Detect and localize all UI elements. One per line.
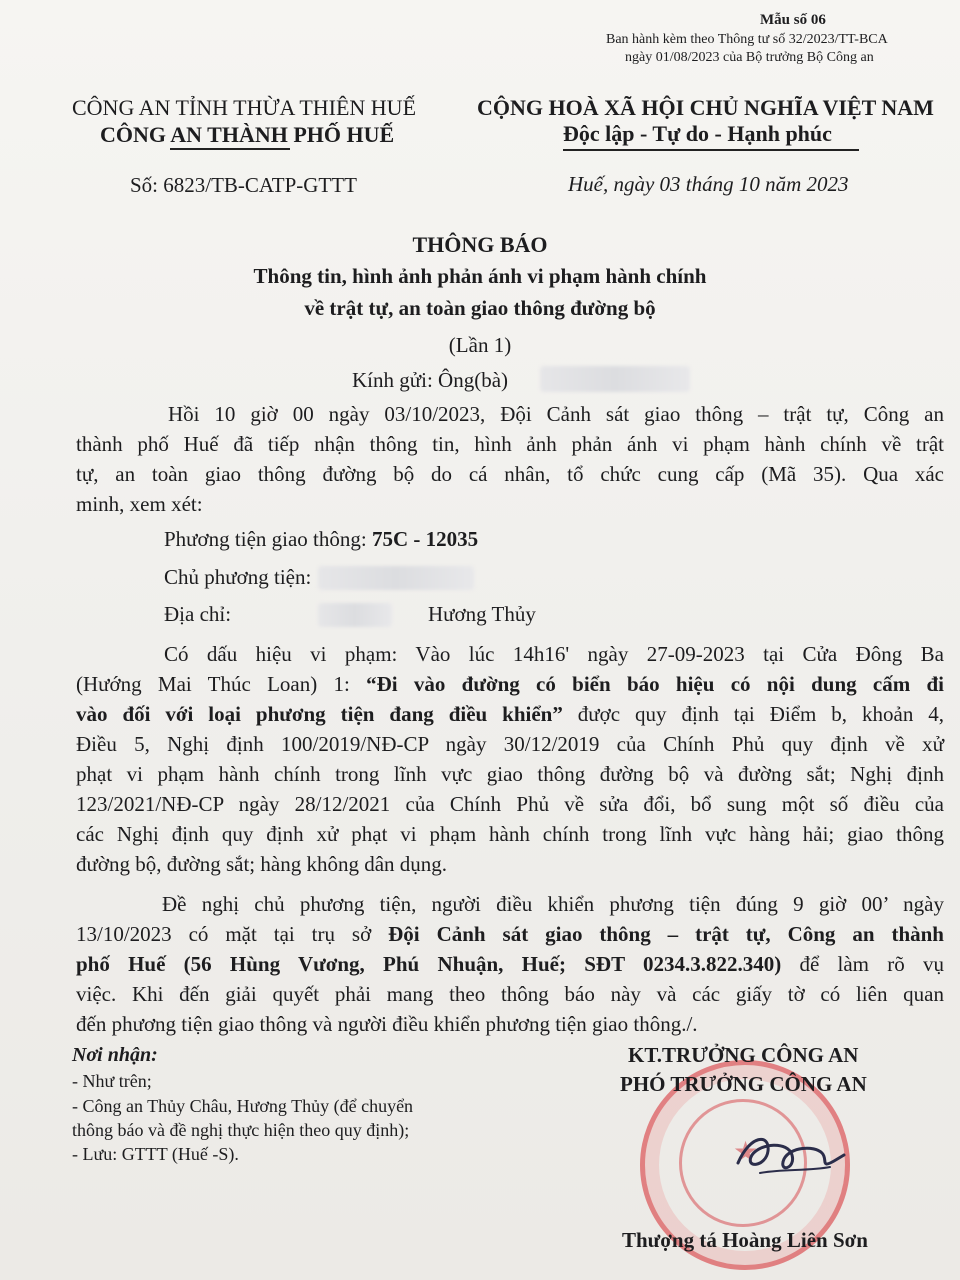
notice-round: (Lần 1) (448, 333, 512, 357)
violation-line-2 (76, 672, 944, 697)
violation-line-6: 123/2021/NĐ-CP ngày 28/12/2021 của Chính Phủ về sửa đổi, bổ sung một số điều của (76, 792, 944, 816)
violation-line-4: Điều 5, Nghị định 100/2019/NĐ-CP ngày 30/12/2019 của Chính Phủ quy định về xử (76, 732, 944, 756)
recipients-item-3: - Lưu: GTTT (Huế -S). (72, 1144, 239, 1164)
violation-line-7: các Nghị định quy định xử phạt vi phạm hành chính trong lĩnh vực hàng hải; giao thông (76, 822, 944, 846)
document-title: THÔNG BÁO (412, 232, 548, 257)
agency-parent: CÔNG AN TỈNH THỪA THIÊN HUẾ (72, 95, 417, 120)
violation-description-start: “Đi vào đường có biển báo hiệu có nội dung cấm đi (366, 672, 945, 696)
request-purpose-start: để làm rõ vụ (781, 952, 944, 976)
signatory-title-1: KT.TRƯỞNG CÔNG AN (628, 1043, 859, 1067)
national-motto: Độc lập - Tự do - Hạnh phúc (563, 121, 832, 146)
violation-line-1: Có dấu hiệu vi phạm: Vào lúc 14h16' ngày 27-09-2023 tại Cửa Đông Ba (164, 642, 944, 666)
intro-line-4: minh, xem xét: (76, 492, 203, 516)
agency-underline (170, 148, 290, 150)
agency-name: CÔNG AN THÀNH PHỐ HUẾ (100, 122, 395, 147)
intro-line-3: tự, an toàn giao thông đường bộ do cá nhân, tổ chức cung cấp (Mã 35). Qua xác (76, 462, 944, 486)
request-line-3 (76, 952, 944, 977)
request-office-address: phố Huế (56 Hùng Vương, Phú Nhuận, Huế; SĐT 0234.3.822.340) (76, 952, 782, 976)
document-number: Số: 6823/TB-CATP-GTTT (130, 173, 357, 197)
request-line-2 (76, 922, 944, 947)
form-issued-line1: Ban hành kèm theo Thông tư số 32/2023/TT-BCA (606, 32, 888, 47)
request-date-text: 13/10/2023 có mặt tại trụ sở (76, 922, 389, 946)
owner-label: Chủ phương tiện: (164, 565, 312, 589)
request-office-start: Đội Cảnh sát giao thông – trật tự, Công an thành (388, 922, 944, 946)
handwritten-signature (730, 1125, 850, 1185)
signatory-name: Thượng tá Hoàng Liên Sơn (622, 1228, 868, 1252)
redacted-address (318, 603, 392, 627)
document-subtitle-1: Thông tin, hình ảnh phản ánh vi phạm hành chính (253, 264, 707, 288)
license-plate: 75C - 12035 (371, 527, 479, 551)
violation-location-text: (Hướng Mai Thúc Loan) 1: (76, 672, 367, 696)
violation-regulation-text: được quy định tại Điểm b, khoản 4, (562, 702, 945, 726)
recipient-label: Kính gửi: Ông(bà) (352, 368, 509, 392)
seal-star-icon: ★ (733, 1137, 759, 1168)
request-line-1: Đề nghị chủ phương tiện, người điều khiển phương tiện đúng 9 giờ 00’ ngày (162, 892, 944, 916)
form-issued-line2: ngày 01/08/2023 của Bộ trưởng Bộ Công an (625, 50, 874, 65)
national-title: CỘNG HOÀ XÃ HỘI CHỦ NGHĨA VIỆT NAM (477, 95, 934, 120)
redacted-recipient-name (540, 366, 690, 392)
request-line-4: việc. Khi đến giải quyết phải mang theo thông báo này và các giấy tờ có liên quan (76, 982, 944, 1006)
violation-line-8: đường bộ, đường sắt; hàng không dân dụng. (76, 852, 448, 876)
place-date: Huế, ngày 03 tháng 10 năm 2023 (568, 172, 849, 196)
violation-line-5: phạt vi phạm hành chính trong lĩnh vực giao thông đường bộ và đường sắt; Nghị định (76, 762, 944, 786)
recipients-item-2-line-1: - Công an Thủy Châu, Hương Thủy (để chuyển (72, 1096, 414, 1116)
recipients-item-2-line-2: thông báo và đề nghị thực hiện theo quy định); (72, 1120, 410, 1140)
recipients-item-1: - Như trên; (72, 1071, 152, 1091)
redacted-owner-name (318, 566, 474, 590)
signatory-title-2: PHÓ TRƯỞNG CÔNG AN (620, 1072, 867, 1096)
address-label: Địa chỉ: (164, 602, 232, 626)
motto-underline (563, 149, 859, 151)
intro-line-2: thành phố Huế đã tiếp nhận thông tin, hình ảnh phản ánh vi phạm hành chính về trật (76, 432, 944, 456)
intro-line-1: Hồi 10 giờ 00 ngày 03/10/2023, Đội Cảnh sát giao thông – trật tự, Công an (168, 402, 944, 426)
vehicle-row (164, 527, 478, 552)
recipients-heading: Nơi nhận: (72, 1044, 158, 1066)
vehicle-label: Phương tiện giao thông: (164, 527, 367, 551)
address-value: Hương Thủy (428, 602, 536, 626)
form-number: Mẫu số 06 (760, 12, 826, 28)
request-line-5: đến phương tiện giao thông và người điều khiển phương tiện giao thông./. (76, 1012, 698, 1036)
violation-line-3 (76, 702, 944, 727)
violation-description-end: vào đối với loại phương tiện đang điều khiển” (76, 702, 563, 726)
document-subtitle-2: về trật tự, an toàn giao thông đường bộ (304, 296, 656, 320)
